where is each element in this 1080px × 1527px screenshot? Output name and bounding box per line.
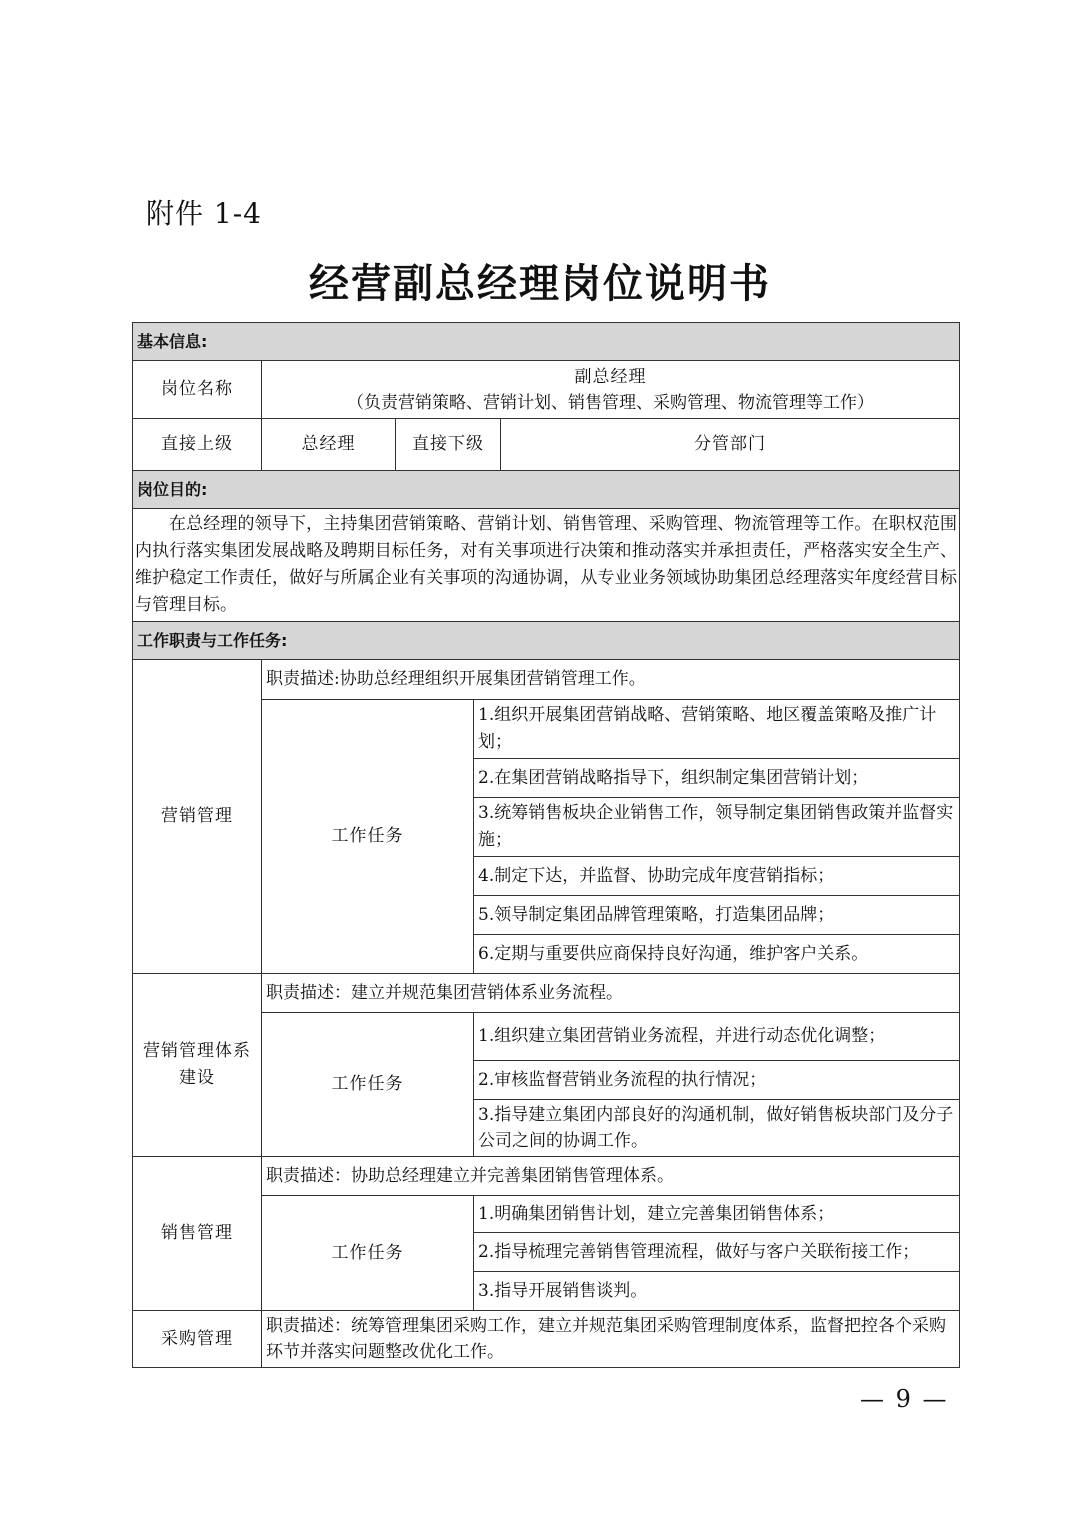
duties-section: 工作职责与工作任务: [133,622,960,660]
task-item: 3.指导开展销售谈判。 [474,1272,960,1311]
duty-description: 职责描述：协助总经理建立并完善集团销售管理体系。 [262,1157,960,1196]
position-name-value: 副总经理 [574,366,647,387]
position-name-label: 岗位名称 [133,361,262,419]
page-number: — 9 — [860,1385,949,1413]
duty-description: 职责描述：建立并规范集团营销体系业务流程。 [262,974,960,1013]
task-item: 1.明确集团销售计划，建立完善集团销售体系； [474,1196,960,1233]
duty-group-name: 销售管理 [133,1157,262,1311]
task-item: 1.组织建立集团营销业务流程，并进行动态优化调整； [474,1013,960,1061]
superior-label: 直接上级 [133,419,262,471]
task-item: 5.领导制定集团品牌管理策略，打造集团品牌； [474,896,960,935]
duty-description: 职责描述:协助总经理组织开展集团营销管理工作。 [262,660,960,700]
job-description-table-wrap [132,322,959,1368]
task-label: 工作任务 [262,1196,474,1311]
duty-description: 职责描述：统筹管理集团采购工作，建立并规范集团采购管理制度体系，监督把控各个采购环节并落实问题整改优化工作。 [262,1311,960,1368]
duty-group-name: 营销管理体系建设 [133,974,262,1157]
subordinate-label: 直接下级 [396,419,501,471]
task-label: 工作任务 [262,700,474,974]
subordinate-value: 分管部门 [501,419,960,471]
task-item: 3.指导建立集团内部良好的沟通机制，做好销售板块部门及分子公司之间的协调工作。 [474,1100,960,1157]
duty-group-name: 采购管理 [133,1311,262,1368]
superior-value: 总经理 [262,419,396,471]
position-name-cell [262,361,960,419]
document-title: 经营副总经理岗位说明书 [309,261,771,307]
task-item: 2.审核监督营销业务流程的执行情况； [474,1061,960,1100]
task-item: 4.制定下达，并监督、协助完成年度营销指标； [474,857,960,896]
purpose-text: 在总经理的领导下，主持集团营销策略、营销计划、销售管理、采购管理、物流管理等工作。在职权范围内执行落实集团发展战略及聘期目标任务，对有关事项进行决策和推动落实并承担责任，严格落实安全生产、维护稳定工作责任，做好与所属企业有关事项的沟通协调，从专业业务领域协助集团总经理落实年度经营目标与管理目标。 [133,509,960,622]
position-name-note: （负责营销策略、营销计划、销售管理、采购管理、物流管理等工作） [347,392,875,413]
task-label: 工作任务 [262,1013,474,1157]
duty-group-name: 营销管理 [133,660,262,974]
task-item: 2.在集团营销战略指导下，组织制定集团营销计划； [474,759,960,798]
task-item: 2.指导梳理完善销售管理流程，做好与客户关联衔接工作； [474,1233,960,1272]
basic-info-section: 基本信息: [133,323,960,361]
job-description-table [132,322,960,1368]
task-item: 1.组织开展集团营销战略、营销策略、地区覆盖策略及推广计划； [474,700,960,759]
attachment-label: 附件 1-4 [146,197,262,230]
task-item: 3.统筹销售板块企业销售工作，领导制定集团销售政策并监督实施； [474,798,960,857]
task-item: 6.定期与重要供应商保持良好沟通，维护客户关系。 [474,935,960,974]
purpose-section: 岗位目的: [133,471,960,509]
